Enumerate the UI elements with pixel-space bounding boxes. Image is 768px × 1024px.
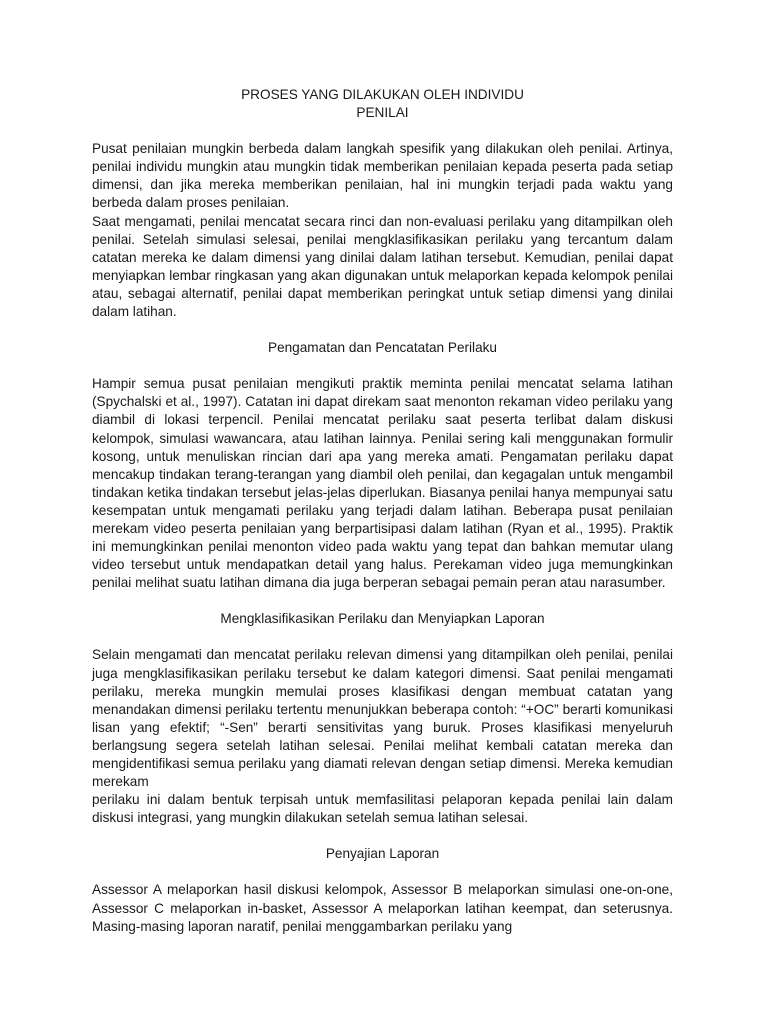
- section-heading-classification: Mengklasifikasikan Perilaku dan Menyiapkan Laporan: [220, 611, 545, 627]
- spacer: [92, 321, 673, 339]
- document-title: [92, 86, 673, 122]
- spacer: [92, 863, 673, 881]
- spacer: [92, 592, 673, 610]
- section-heading-observation: Pengamatan dan Pencatatan Perilaku: [268, 340, 497, 356]
- section2-paragraph-2: perilaku ini dalam bentuk terpisah untuk memfasilitasi pelaporan kepada penilai lain dalam diskusi integrasi, yang mungkin dilakukan setelah semua latihan selesai.: [92, 792, 673, 826]
- document-title-line1: PROSES YANG DILAKUKAN OLEH INDIVIDU: [241, 87, 524, 102]
- section1-paragraph: Hampir semua pusat penilaian mengikuti praktik meminta penilai mencatat selama latihan (Spychalski et al., 1997). Catatan ini dapat direkam saat menonton rekaman video perilaku yang diambil di lokasi terpencil. Penilai mencatat perilaku saat peserta terlibat dalam diskusi kelompok, simulasi wawancara, atau latihan lainnya. Penilai sering kali menggunakan formulir kosong, untuk menuliskan rincian dari apa yang mereka amati. Pengamatan perilaku dapat mencakup tindakan terang-terangan yang diambil oleh penilai, dan kegagalan untuk mengambil tindakan ketika tindakan tersebut jelas-jelas diperlukan. Biasanya penilai hanya mempunyai satu kesempatan untuk mengamati perilaku yang terjadi dalam latihan. Beberapa pusat penilaian merekam video peserta penilaian yang berpartisipasi dalam latihan (Ryan et al., 1995). Praktik ini memungkinkan penilai menonton video pada waktu yang tepat dan bahkan memutar ulang video tersebut untuk mendapatkan detail yang halus. Perekaman video juga memungkinkan penilai melihat suatu latihan dimana dia juga berperan sebagai pemain peran atau narasumber.: [92, 376, 673, 591]
- intro-paragraph-1: Pusat penilaian mungkin berbeda dalam langkah spesifik yang dilakukan oleh penilai. Artinya, penilai individu mungkin atau mungkin tidak memberikan penilaian kepada peserta pada setiap dimensi, dan jika mereka memberikan penilaian, hal ini mungkin terjadi pada waktu yang berbeda dalam proses penilaian.: [92, 141, 673, 211]
- section3-paragraph: Assessor A melaporkan hasil diskusi kelompok, Assessor B melaporkan simulasi one-on-one, Assessor C melaporkan in-basket, Assessor A melaporkan latihan keempat, dan seterusnya. Masing-masing laporan naratif, penilai menggambarkan perilaku yang: [92, 882, 673, 934]
- spacer: [92, 827, 673, 845]
- spacer: [92, 628, 673, 646]
- document-title-line2: PENILAI: [356, 105, 409, 121]
- intro-paragraph-2: Saat mengamati, penilai mencatat secara rinci dan non-evaluasi perilaku yang ditampilkan oleh penilai. Setelah simulasi selesai, penilai mengklasifikasikan perilaku yang tercantum dalam catatan mereka ke dalam dimensi yang dinilai dalam latihan tersebut. Kemudian, penilai dapat menyiapkan lembar ringkasan yang akan digunakan untuk melaporkan kepada kelompok penilai atau, sebagai alternatif, penilai dapat memberikan peringkat untuk setiap dimensi yang dinilai dalam latihan.: [92, 213, 673, 320]
- document-page: [92, 86, 673, 936]
- section2-paragraph-1: Selain mengamati dan mencatat perilaku relevan dimensi yang ditampilkan oleh penilai, penilai juga mengklasifikasikan perilaku tersebut ke dalam kategori dimensi. Saat penilai mengamati perilaku, mereka mungkin memulai proses klasifikasi dengan membuat catatan yang menandakan dimensi perilaku tertentu menunjukkan beberapa contoh: “+OC” berarti komunikasi lisan yang efektif; “-Sen” berarti sensitivitas yang buruk. Proses klasifikasi menyeluruh berlangsung segera setelah latihan selesai. Penilai melihat kembali catatan mereka dan mengidentifikasi semua perilaku yang diamati relevan dengan setiap dimensi. Mereka kemudian merekam: [92, 647, 673, 790]
- spacer: [92, 122, 673, 140]
- spacer: [92, 357, 673, 375]
- section-heading-report: Penyajian Laporan: [325, 846, 440, 862]
